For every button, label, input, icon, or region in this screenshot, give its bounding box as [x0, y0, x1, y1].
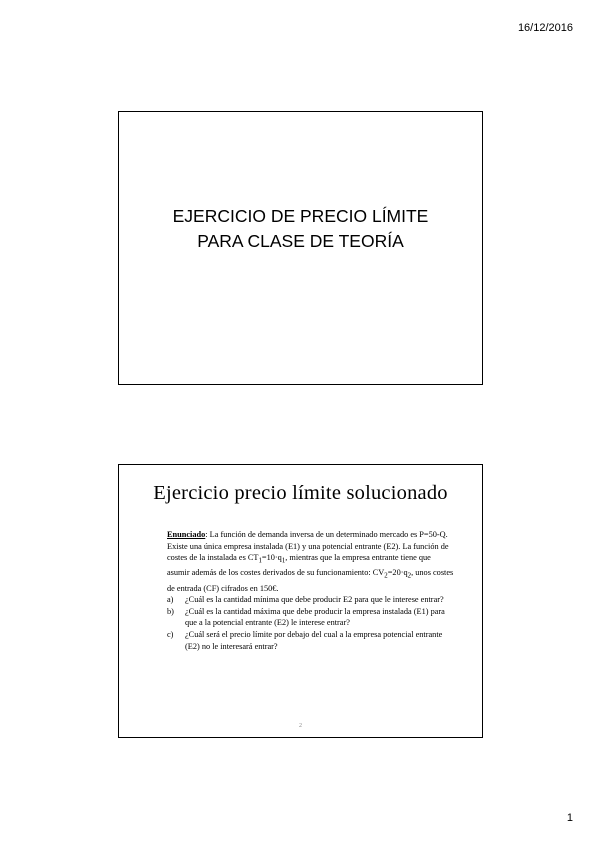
- question-item: [167, 606, 454, 629]
- page-number: 1: [566, 812, 573, 824]
- slide-number: 2: [299, 723, 302, 729]
- statement-sub-3: 2: [384, 573, 388, 581]
- problem-statement: [167, 529, 454, 594]
- statement-sub-2: 1: [281, 557, 286, 565]
- question-marker: a): [167, 595, 174, 605]
- slide-2-body: [167, 529, 454, 652]
- question-text: ¿Cuál es la cantidad mínima que debe producir E2 para que le interese entrar?: [185, 595, 444, 605]
- slide-1-title-line-1: EJERCICIO DE PRECIO LÍMITE: [172, 206, 429, 226]
- statement-text-2: =10·q: [261, 553, 282, 563]
- slide-1: [118, 111, 483, 385]
- statement-text-1: : La función de demanda inversa de un determinado mercado es P=50-Q. Existe una única empresa instalada (E1) y una potencial entrante (E2). La función de costes de la instalada es CT: [167, 530, 449, 563]
- slide-1-title: [119, 204, 482, 254]
- question-marker: c): [167, 630, 174, 640]
- statement-text-3: , mientras que la empresa entrante tiene que asumir además de los costes derivados de su funcionamiento: CV: [167, 553, 431, 578]
- statement-sub-1: 1: [258, 557, 262, 565]
- statement-text-4: =20·q: [387, 568, 408, 578]
- question-text: ¿Cuál es la cantidad máxima que debe producir la empresa instalada (E1) para que a la potencial entrante (E2) le interese entrar?: [185, 606, 445, 628]
- slide-2: [118, 464, 483, 738]
- question-item: [167, 594, 454, 606]
- statement-label: Enunciado: [167, 530, 206, 539]
- question-text: ¿Cuál será el precio límite por debajo del cual a la empresa potencial entrante (E2) no le interesará entrar?: [185, 630, 443, 651]
- page-date: 16/12/2016: [517, 22, 573, 34]
- slide-1-title-line-2: PARA CLASE DE TEORÍA: [197, 231, 404, 251]
- slide-2-title: Ejercicio precio límite solucionado: [153, 482, 448, 504]
- statement-sub-4: 2: [407, 573, 412, 581]
- question-list: [167, 594, 454, 652]
- question-marker: b): [167, 606, 174, 616]
- question-item: [167, 629, 454, 652]
- statement-text-5: , unos costes de entrada (CF) cifrados en 150€.: [167, 568, 454, 593]
